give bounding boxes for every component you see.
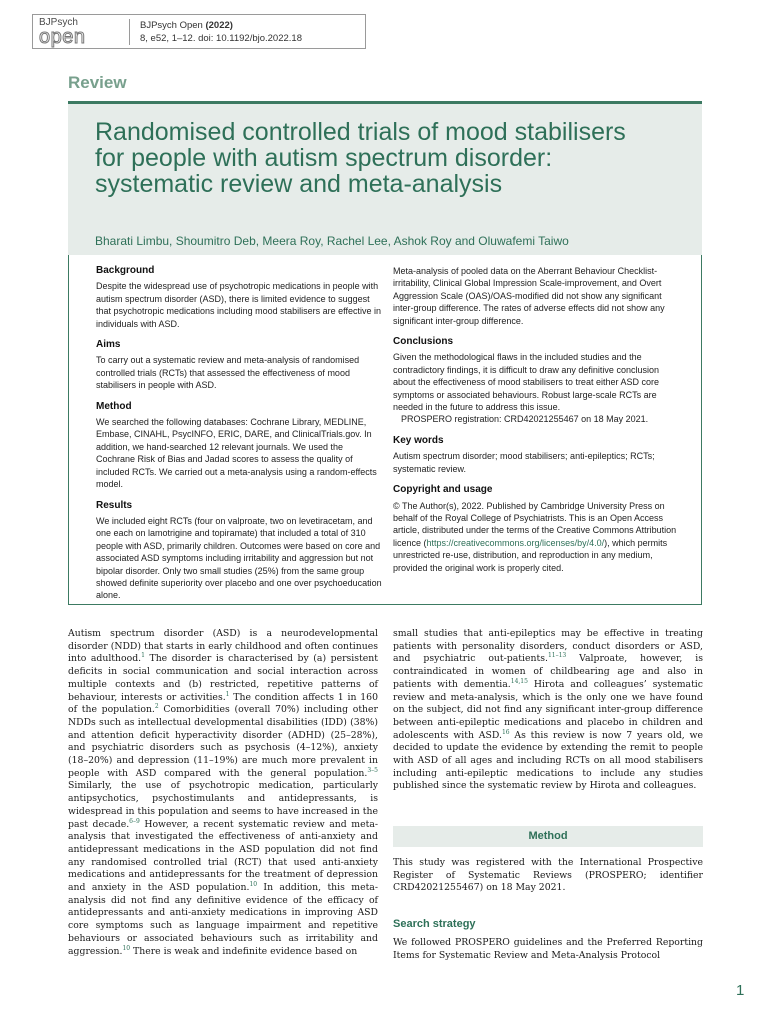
logo-top-text: BJPsych [39, 17, 78, 28]
abstract-heading: Results [96, 499, 133, 511]
reference-link[interactable]: 3–5 [367, 766, 378, 774]
abstract-heading: Background [96, 265, 155, 276]
body-paragraph [393, 628, 703, 793]
copyright-text [393, 500, 679, 574]
reference-link[interactable]: 14,15 [510, 677, 528, 685]
article-title: Randomised controlled trials of mood stabilisers for people with autism spectrum disorder: systematic review and meta-analysis [95, 118, 626, 198]
abstract-paragraph: We included eight RCTs (four on valproate, two on levetiracetam, and one each on lamotrigine and topiramate) that included a total of 310 people with ASD, primarily children. Outcomes were based on core and associated ASD symptoms including irritability and aggression but not bipolar disorder. Only two small studies (25%) from the same group showed definite superiority over placebo and one over psychoeducation alone. [96, 515, 382, 601]
reference-link[interactable]: 6–9 [129, 817, 140, 825]
copyright-part: ), which permits unrestricted re-use, distribution, and reproduction in any medium, provided the original work is properly cited. [393, 537, 668, 573]
abstract-paragraph: Given the methodological flaws in the included studies and the contradictory findings, it is difficult to draw any definitive conclusion about the effectiveness of mood stabilisers to treat either ASD core symptoms or associated behaviours. Robust large-scale RCTs are needed in the future to address this issue. [393, 352, 659, 413]
prospero-registration: PROSPERO registration: CRD42021255467 on 18 May 2021. [401, 414, 649, 425]
reference-link[interactable]: 10 [122, 944, 131, 952]
method-paragraph: This study was registered with the International Prospective Register of Systematic Reviews (PROSPERO; identifier CRD42021255467) on 18 May 2021. [393, 857, 703, 894]
abstract-left-column [96, 265, 382, 611]
search-strategy-heading: Search strategy [393, 918, 476, 930]
abstract-heading: Conclusions [393, 336, 454, 348]
title-panel [68, 101, 702, 255]
page-number: 1 [736, 982, 745, 999]
abstract-paragraph: Despite the widespread use of psychotropic medications in people with autism spectrum disorder (ASD), there is limited evidence to suggest that psychotropic medications including mood stabilisers are effective in individuals with ASD. [96, 281, 381, 329]
abstract-heading: Copyright and usage [393, 484, 493, 496]
copyright-part: © The Author(s), 2022. Published by Cambridge University Press on behalf of the Royal College of Psychiatrists. This is an Open Access article, distributed under the terms of the Creative Commons Attribution licence ( [393, 500, 677, 548]
abstract-paragraph: We searched the following databases: Cochrane Library, MEDLINE, Embase, CINAHL, PsycINFO, ERIC, DARE, and ClinicalTrials.gov. In addition, we hand-searched 12 relevant journals. We used the Cochrane Risk of Bias and Jadad scores to assess the quality of included RCTs. We carried out a meta-analysis using a random-effects model. [96, 417, 377, 490]
reference-link[interactable]: 1 [225, 690, 230, 698]
licence-link[interactable]: https://creativecommons.org/licenses/by/4.0/ [426, 537, 605, 548]
reference-link[interactable]: 1 [141, 652, 145, 660]
journal-header [32, 14, 366, 49]
abstract-paragraph: Meta-analysis of pooled data on the Aberrant Behaviour Checklist-irritability, Clinical Global Impression Scale-improvement, and Overt Aggression Scale (OAS)/OAS-modified did not show any significant inter-group difference. The rates of adverse effects did not show any significant inter-group difference. [393, 266, 665, 326]
abstract-heading: Method [96, 400, 132, 412]
text-run: In addition, this meta-analysis did not find any definitive evidence of the efficacy of antidepressants and anti-anxiety medications in improving ASD core symptoms such as language impairment and repetitive behaviours or associated behaviours such as irritability and aggression. [68, 882, 378, 957]
text-run: small studies that anti-epileptics may be effective in treating patients with personality disorders, conduct disorders or ASD, and psychiatric out-patients. [393, 628, 703, 665]
body-paragraph [68, 628, 378, 958]
text-run: Similarly, the use of psychotropic medication, particularly antipsychotics, psychostimulants and antidepressants, is widespread in this population and seems to have increased in the past decade. [68, 780, 378, 830]
text-run: The condition affects 1 in 160 of the population. [68, 691, 378, 716]
body-right-column [393, 628, 703, 793]
text-run: As this review is now 7 years old, we decided to update the evidence by extending the remit to people with ASD of all ages and including RCTs on all mood stabilisers including anti-epileptic medications to include any studies published since the systematic review by Hirota and colleagues. [393, 729, 703, 792]
journal-citation: 8, e52, 1–12. doi: 10.1192/bjo.2022.18 [140, 33, 302, 44]
keywords: Autism spectrum disorder; mood stabilisers; anti-epileptics; RCTs; systematic review. [393, 451, 655, 474]
reference-link[interactable]: 2 [154, 703, 159, 711]
abstract-paragraph: To carry out a systematic review and meta-analysis of randomised controlled trials (RCTs) that assessed the effectiveness of mood stabilisers in people with ASD. [96, 355, 360, 391]
text-run: Autism spectrum disorder (ASD) is a neurodevelopmental disorder (NDD) that starts in early childhood and often continues into adulthood. [68, 628, 378, 665]
journal-year: (2022) [205, 20, 233, 31]
text-run: There is weak and indefinite evidence based on [130, 945, 358, 957]
journal-logo [39, 17, 91, 47]
text-run: Hirota and colleagues’ systematic review and meta-analysis, which is the only one we have found on the subject, did not find any significant inter-group difference between anti-epileptic medications and placebo in children and adolescents with ASD. [393, 678, 703, 741]
author-list: Bharati Limbu, Shoumitro Deb, Meera Roy, Rachel Lee, Ashok Roy and Oluwafemi Taiwo [95, 234, 569, 248]
journal-info [140, 19, 302, 45]
reference-link[interactable]: 16 [501, 728, 510, 736]
logo-bottom-text: open [39, 26, 86, 48]
search-strategy-paragraph: We followed PROSPERO guidelines and the Preferred Reporting Items for Systematic Review and Meta-Analysis Protocol [393, 937, 703, 961]
text-run: The disorder is characterised by (a) persistent deficits in social communication and social interaction across multiple contexts and (b) restricted, repetitive patterns of behaviour, interests or activities. [68, 653, 378, 703]
body-left-column [68, 628, 378, 958]
abstract-heading: Key words [393, 434, 444, 446]
reference-link[interactable]: 10 [249, 880, 258, 888]
reference-link[interactable]: 11–13 [547, 652, 567, 660]
journal-name: BJPsych Open [140, 20, 203, 31]
header-divider [129, 19, 130, 45]
text-run: However, a recent systematic review and meta-analysis that investigated the effectiveness of anti-anxiety and antidepressant medications in the ASD population did not find any randomised controlled trial (RCT) that used anti-anxiety medications and antidepressants for the treatment of depression and anxiety in the ASD population. [68, 818, 379, 894]
abstract-right-column [393, 265, 679, 583]
text-run: Comorbidities (overall 70%) including other NDDs such as intellectual developmental disabilities (IDD) (38%) and attention deficit hyperactivity disorder (ADHD) (25–28%), and psychiatric disorders such as psychosis (4–12%), anxiety (18–20%) and depression (11–19%) are much more prevalent in people with ASD compared with the general population. [68, 704, 378, 779]
text-run: Valproate, however, is contraindicated in women of childbearing age and also in patients with dementia. [393, 653, 703, 690]
method-section-heading: Method [393, 826, 703, 847]
abstract-box [68, 255, 702, 605]
abstract-heading: Aims [96, 339, 121, 351]
article-type: Review [68, 73, 127, 92]
